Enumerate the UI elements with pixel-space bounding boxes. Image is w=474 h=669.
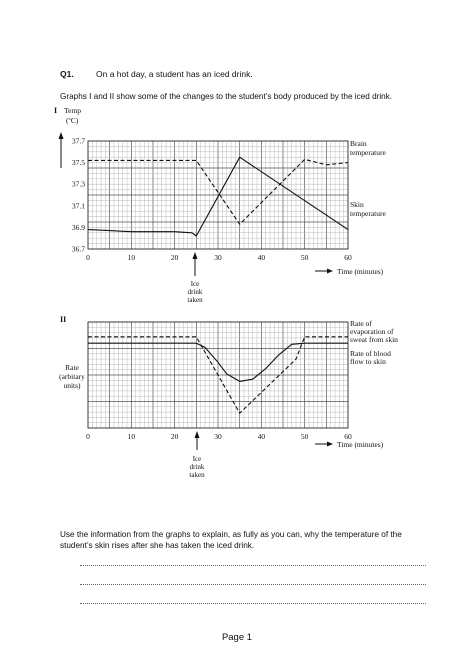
graph-1-brain-label-line2: temperature: [350, 148, 386, 157]
graph-1-legend-skin: [350, 200, 386, 218]
graph-2-event-line1: Ice: [192, 455, 202, 463]
x-tick-label: 60: [344, 432, 352, 441]
graph-2-sweat-label-line2: evaporation of: [350, 327, 394, 336]
y-tick-label: 37.3: [71, 179, 85, 189]
graph-2-ylabel-line1: Rate: [65, 363, 79, 372]
graph-1-event-line1: Ice: [190, 280, 200, 288]
question-text: On a hot day, a student has an iced drink.: [96, 69, 253, 79]
graph-1-event-line3: taken: [187, 296, 203, 304]
graph-1-event-line2: drink: [187, 288, 203, 296]
x-tick-label: 50: [300, 253, 309, 262]
graph-2-xlabel-group: [315, 440, 384, 449]
graph-2-ylabel-line3: units): [63, 381, 81, 390]
graph-1-event-marker: [187, 252, 203, 304]
graph-2-event-marker: [189, 431, 205, 479]
question-number: Q1.: [60, 69, 74, 79]
graph-1-xlabel-group: [315, 267, 384, 276]
graph-2-sweat-label-line3: sweat from skin: [350, 335, 398, 344]
x-tick-label: 0: [86, 432, 90, 441]
x-tick-label: 20: [170, 432, 179, 441]
graph-1-x-tick-labels: [86, 253, 352, 262]
graph-1-legend-brain: [350, 139, 386, 157]
graph-2-label: II: [60, 315, 67, 324]
x-tick-label: 0: [86, 253, 90, 262]
graph-2-blood-label-line2: flow to skin: [350, 357, 386, 366]
graph-1-brain-label-line1: Brain: [350, 139, 367, 148]
y-tick-label: 36.9: [71, 222, 85, 232]
graph-1-y-arrow: [59, 132, 64, 168]
graph-2-x-tick-labels: [86, 432, 352, 441]
question-intro: Graphs I and II show some of the changes to the student’s body produced by the iced drink.: [60, 92, 393, 101]
y-tick-label: 37.7: [71, 136, 85, 146]
x-tick-label: 40: [257, 253, 266, 262]
x-tick-label: 10: [127, 253, 136, 262]
graph-1-skin-label-line1: Skin: [350, 200, 364, 209]
x-tick-label: 50: [300, 432, 309, 441]
x-tick-label: 40: [257, 432, 266, 441]
page-footer: Page 1: [221, 632, 253, 643]
x-tick-label: 30: [214, 432, 222, 441]
graph-2-legend-sweat: [350, 319, 398, 344]
graph-2-legend-blood: [350, 349, 391, 366]
y-tick-label: 37.1: [71, 201, 85, 211]
graph-2: [59, 315, 398, 479]
graph-1-label: I: [54, 106, 58, 115]
answer-prompt: Use the information from the graphs to explain, as fully as you can, why the temperature of the student’s skin rises after she has taken the iced drink.: [60, 530, 402, 550]
graph-2-sweat-label-line1: Rate of: [350, 319, 372, 328]
graph-2-blood-label-line1: Rate of blood: [350, 349, 391, 358]
graph-1-xlabel: Time (minutes): [337, 267, 384, 276]
graph-1-y-tick-labels: [72, 137, 85, 254]
x-tick-label: 30: [214, 253, 222, 262]
answer-line-2[interactable]: [80, 584, 426, 585]
graph-1-skin-label-line2: temperature: [350, 209, 386, 218]
x-tick-label: 20: [170, 253, 179, 262]
x-tick-label: 60: [344, 253, 352, 262]
graph-1-ylabel-line1: Temp: [64, 106, 81, 115]
y-tick-label: 37.5: [71, 158, 85, 168]
graph-2-event-line3: taken: [189, 471, 205, 479]
graph-2-event-line2: drink: [189, 463, 205, 471]
graph-1-grid: [88, 141, 348, 249]
graph-2-xlabel: Time (minutes): [337, 440, 384, 449]
answer-line-3[interactable]: [80, 603, 426, 604]
graph-1: [54, 106, 386, 304]
answer-line-1[interactable]: [80, 565, 426, 566]
graph-2-ylabel-line2: (arbitary: [59, 372, 85, 381]
graph-1-ylabel-line2: (ºC): [66, 116, 79, 125]
y-tick-label: 36.7: [71, 244, 85, 254]
x-tick-label: 10: [127, 432, 136, 441]
